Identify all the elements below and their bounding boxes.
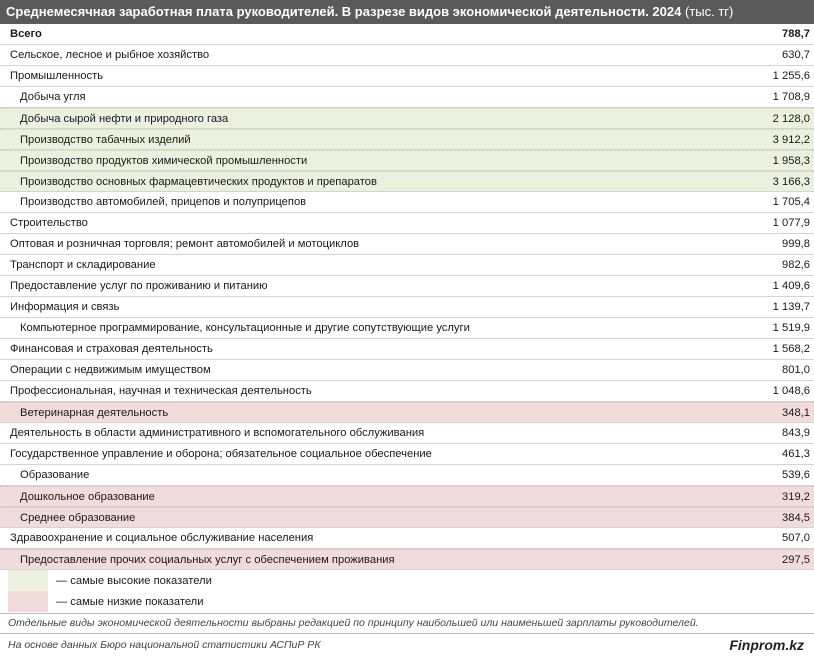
table-row xyxy=(0,360,814,381)
row-value: 348,1 xyxy=(782,406,810,419)
row-value: 1 255,6 xyxy=(772,70,810,82)
table-row xyxy=(0,423,814,444)
row-value: 297,5 xyxy=(782,553,810,566)
row-value: 2 128,0 xyxy=(772,112,810,125)
table-row xyxy=(0,507,814,528)
row-value: 3 166,3 xyxy=(772,175,810,188)
row-value: 1 139,7 xyxy=(772,301,810,313)
table-title: Среднемесячная заработная плата руководителей. В разрезе видов экономической деятельности. 2024 xyxy=(6,4,682,19)
row-value: 1 705,4 xyxy=(772,196,810,208)
row-value: 539,6 xyxy=(782,469,810,481)
row-label: Добыча угля xyxy=(20,91,86,103)
row-value: 3 912,2 xyxy=(772,133,810,146)
row-value: 843,9 xyxy=(782,427,810,439)
row-value: 1 409,6 xyxy=(772,280,810,292)
table-unit: (тыс. тг) xyxy=(684,4,734,19)
table-row xyxy=(0,255,814,276)
row-value: 1 568,2 xyxy=(772,343,810,355)
row-label: Дошкольное образование xyxy=(20,490,155,503)
row-value: 1 519,9 xyxy=(772,322,810,334)
row-value: 999,8 xyxy=(782,238,810,250)
footer xyxy=(0,634,814,656)
table-row xyxy=(0,402,814,423)
row-value: 630,7 xyxy=(782,49,810,61)
table-row xyxy=(0,45,814,66)
row-label: Строительство xyxy=(10,217,88,229)
table-row xyxy=(0,66,814,87)
row-label: Операции с недвижимым имуществом xyxy=(10,364,211,376)
row-label: Производство автомобилей, прицепов и полуприцепов xyxy=(20,196,307,208)
row-label: Предоставление прочих социальных услуг с обеспечением проживания xyxy=(20,553,395,566)
legend-low-label: — самые низкие показатели xyxy=(56,595,204,608)
table-row xyxy=(0,465,814,486)
table-row xyxy=(0,276,814,297)
row-label: Государственное управление и оборона; обязательное социальное обеспечение xyxy=(10,448,432,460)
legend-low xyxy=(0,591,814,612)
salary-table xyxy=(0,24,814,570)
table-row xyxy=(0,528,814,549)
row-label: Сельское, лесное и рыбное хозяйство xyxy=(10,49,210,61)
row-label: Промышленность xyxy=(10,70,104,82)
table-row xyxy=(0,213,814,234)
editorial-note: Отдельные виды экономической деятельности выбраны редакцией по принципу наибольшей или наименьшей зарплаты руководителей. xyxy=(0,613,814,634)
row-label: Здравоохранение и социальное обслуживание населения xyxy=(10,532,314,544)
table-row xyxy=(0,486,814,507)
table-row xyxy=(0,171,814,192)
row-value: 788,7 xyxy=(782,28,810,40)
row-value: 319,2 xyxy=(782,490,810,503)
table-row xyxy=(0,150,814,171)
table-row xyxy=(0,444,814,465)
table-row xyxy=(0,87,814,108)
row-value: 982,6 xyxy=(782,259,810,271)
row-value: 1 958,3 xyxy=(772,154,810,167)
source-note: На основе данных Бюро национальной статистики АСПиР РК xyxy=(8,639,321,651)
row-label: Среднее образование xyxy=(20,511,136,524)
row-label: Компьютерное программирование, консультационные и другие сопутствующие услуги xyxy=(20,322,470,334)
legend-high-label: — самые высокие показатели xyxy=(56,574,212,587)
table-row xyxy=(0,381,814,402)
row-value: 1 077,9 xyxy=(772,217,810,229)
legend-high xyxy=(0,570,814,591)
row-label: Транспорт и складирование xyxy=(10,259,156,271)
table-row xyxy=(0,129,814,150)
row-value: 1 048,6 xyxy=(772,385,810,397)
legend-low-swatch xyxy=(8,591,48,612)
row-label: Информация и связь xyxy=(10,301,120,313)
row-value: 801,0 xyxy=(782,364,810,376)
row-label: Образование xyxy=(20,469,90,481)
row-label: Предоставление услуг по проживанию и питанию xyxy=(10,280,268,292)
row-label: Деятельность в области административного и вспомогательного обслуживания xyxy=(10,427,425,439)
table-title-bar xyxy=(0,0,814,24)
row-label: Финансовая и страховая деятельность xyxy=(10,343,213,355)
table-row xyxy=(0,192,814,213)
row-label: Производство продуктов химической промышленности xyxy=(20,154,308,167)
legend-high-swatch xyxy=(8,570,48,591)
table-row xyxy=(0,24,814,45)
table-row xyxy=(0,297,814,318)
table-row xyxy=(0,234,814,255)
row-label: Профессиональная, научная и техническая деятельность xyxy=(10,385,312,397)
row-label: Производство табачных изделий xyxy=(20,133,191,146)
row-label: Производство основных фармацевтических продуктов и препаратов xyxy=(20,175,377,188)
row-value: 384,5 xyxy=(782,511,810,524)
row-value: 507,0 xyxy=(782,532,810,544)
brand-logo: Finprom.kz xyxy=(729,637,804,653)
row-label: Всего xyxy=(10,28,42,40)
row-label: Добыча сырой нефти и природного газа xyxy=(20,112,229,125)
table-row xyxy=(0,108,814,129)
row-value: 461,3 xyxy=(782,448,810,460)
row-value: 1 708,9 xyxy=(772,91,810,103)
table-row xyxy=(0,318,814,339)
row-label: Ветеринарная деятельность xyxy=(20,406,169,419)
table-row xyxy=(0,549,814,570)
table-row xyxy=(0,339,814,360)
row-label: Оптовая и розничная торговля; ремонт автомобилей и мотоциклов xyxy=(10,238,360,250)
